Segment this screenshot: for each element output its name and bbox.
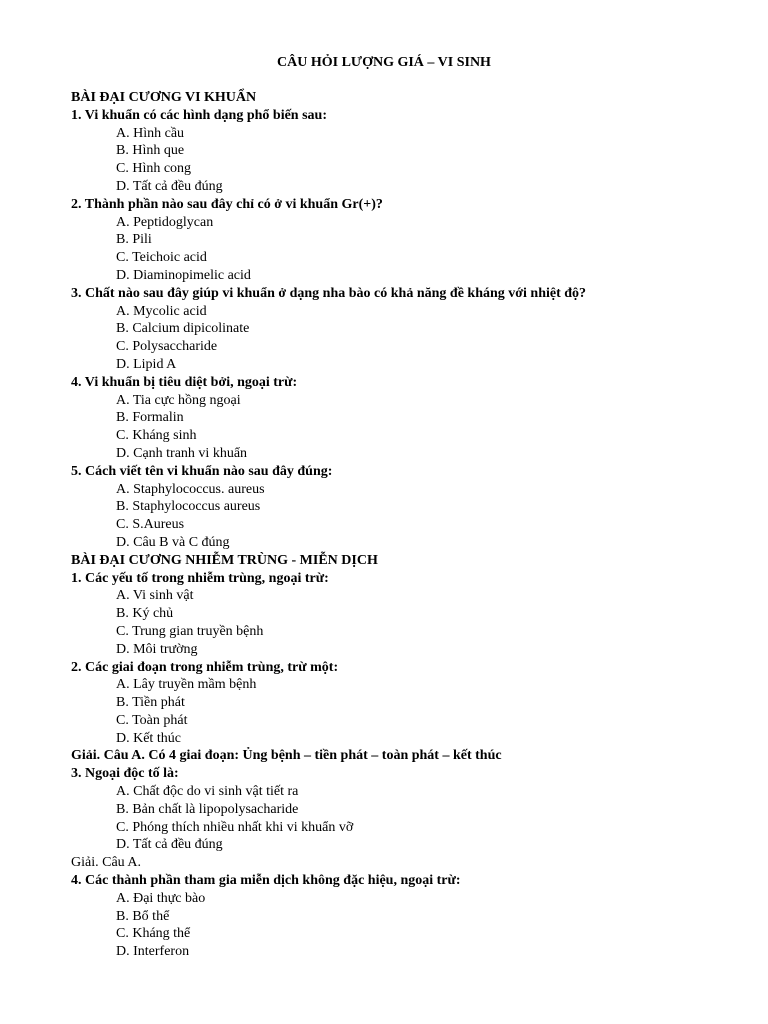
question-text: 3. Chất nào sau đây giúp vi khuẩn ở dạng nha bào có khả năng đề kháng với nhiệt độ? bbox=[71, 285, 587, 301]
answer-option: C. S.Aureus bbox=[116, 517, 185, 533]
answer-option: A. Đại thực bào bbox=[116, 890, 206, 906]
question-text: 4. Vi khuẩn bị tiêu diệt bởi, ngoại trừ: bbox=[71, 374, 298, 390]
answer-option: C. Teichoic acid bbox=[116, 250, 207, 266]
document-title: CÂU HỎI LƯỢNG GIÁ – VI SINH bbox=[277, 55, 491, 70]
answer-option: C. Phóng thích nhiều nhất khi vi khuẩn vỡ bbox=[116, 819, 354, 835]
question-text: 5. Cách viết tên vi khuẩn nào sau đây đúng: bbox=[71, 463, 333, 479]
answer-option: B. Hình que bbox=[116, 143, 185, 159]
question-text: 2. Thành phần nào sau đây chỉ có ở vi khuẩn Gr(+)? bbox=[71, 196, 383, 212]
question-text: 4. Các thành phần tham gia miễn dịch không đặc hiệu, ngoại trừ: bbox=[71, 873, 461, 889]
answer-option: A. Vi sinh vật bbox=[116, 588, 194, 604]
answer-option: C. Polysaccharide bbox=[116, 339, 218, 355]
answer-option: A. Staphylococcus. aureus bbox=[116, 481, 265, 497]
answer-option: B. Formalin bbox=[116, 410, 184, 426]
answer-option: D. Lipid A bbox=[116, 356, 177, 372]
answer-option: D. Diaminopimelic acid bbox=[116, 267, 251, 283]
answer-option: B. Staphylococcus aureus bbox=[116, 499, 261, 515]
answer-option: B. Pili bbox=[116, 232, 152, 248]
answer-option: B. Tiền phát bbox=[116, 695, 185, 711]
question-text: 3. Ngoại độc tố là: bbox=[71, 766, 179, 782]
question-text: 1. Các yếu tố trong nhiễm trùng, ngoại trừ: bbox=[71, 570, 329, 586]
answer-option: D. Interferon bbox=[116, 944, 190, 960]
answer-option: D. Câu B và C đúng bbox=[116, 534, 230, 550]
answer-option: B. Calcium dipicolinate bbox=[116, 321, 250, 337]
answer-option: A. Hình cầu bbox=[116, 125, 185, 141]
answer-option: C. Toàn phát bbox=[116, 712, 188, 728]
answer-option: A. Lây truyền mầm bệnh bbox=[116, 677, 257, 693]
answer-option: A. Mycolic acid bbox=[116, 303, 207, 319]
answer-option: A. Tia cực hồng ngoại bbox=[116, 392, 241, 408]
answer-option: B. Ký chủ bbox=[116, 606, 174, 622]
answer-option: B. Bổ thể bbox=[116, 908, 170, 924]
answer-option: B. Bản chất là lipopolysacharide bbox=[116, 801, 299, 817]
answer-option: C. Hình cong bbox=[116, 161, 192, 177]
question-text: 1. Vi khuẩn có các hình dạng phổ biến sau: bbox=[71, 107, 327, 123]
answer-option: C. Kháng thể bbox=[116, 926, 191, 942]
section-heading: BÀI ĐẠI CƯƠNG VI KHUẨN bbox=[71, 90, 257, 105]
answer-option: D. Cạnh tranh vi khuẩn bbox=[116, 445, 248, 461]
answer-option: A. Peptidoglycan bbox=[116, 214, 214, 230]
document-content bbox=[71, 89, 751, 961]
answer-option: D. Môi trường bbox=[116, 641, 198, 657]
section-heading: BÀI ĐẠI CƯƠNG NHIỄM TRÙNG - MIỄN DỊCH bbox=[71, 552, 378, 568]
answer-option: C. Trung gian truyền bệnh bbox=[116, 623, 264, 639]
question-text: 2. Các giai đoạn trong nhiễm trùng, trừ một: bbox=[71, 659, 339, 675]
answer-option: C. Kháng sinh bbox=[116, 428, 197, 444]
answer-option: D. Tất cả đều đúng bbox=[116, 178, 223, 194]
answer-option: A. Chất độc do vi sinh vật tiết ra bbox=[116, 784, 299, 800]
answer-option: D. Tất cả đều đúng bbox=[116, 837, 223, 853]
answer-option: D. Kết thúc bbox=[116, 730, 181, 746]
answer-explanation: Giải. Câu A. bbox=[71, 855, 141, 871]
answer-explanation: Giải. Câu A. Có 4 giai đoạn: Ủng bệnh – tiền phát – toàn phát – kết thúc bbox=[71, 748, 502, 764]
